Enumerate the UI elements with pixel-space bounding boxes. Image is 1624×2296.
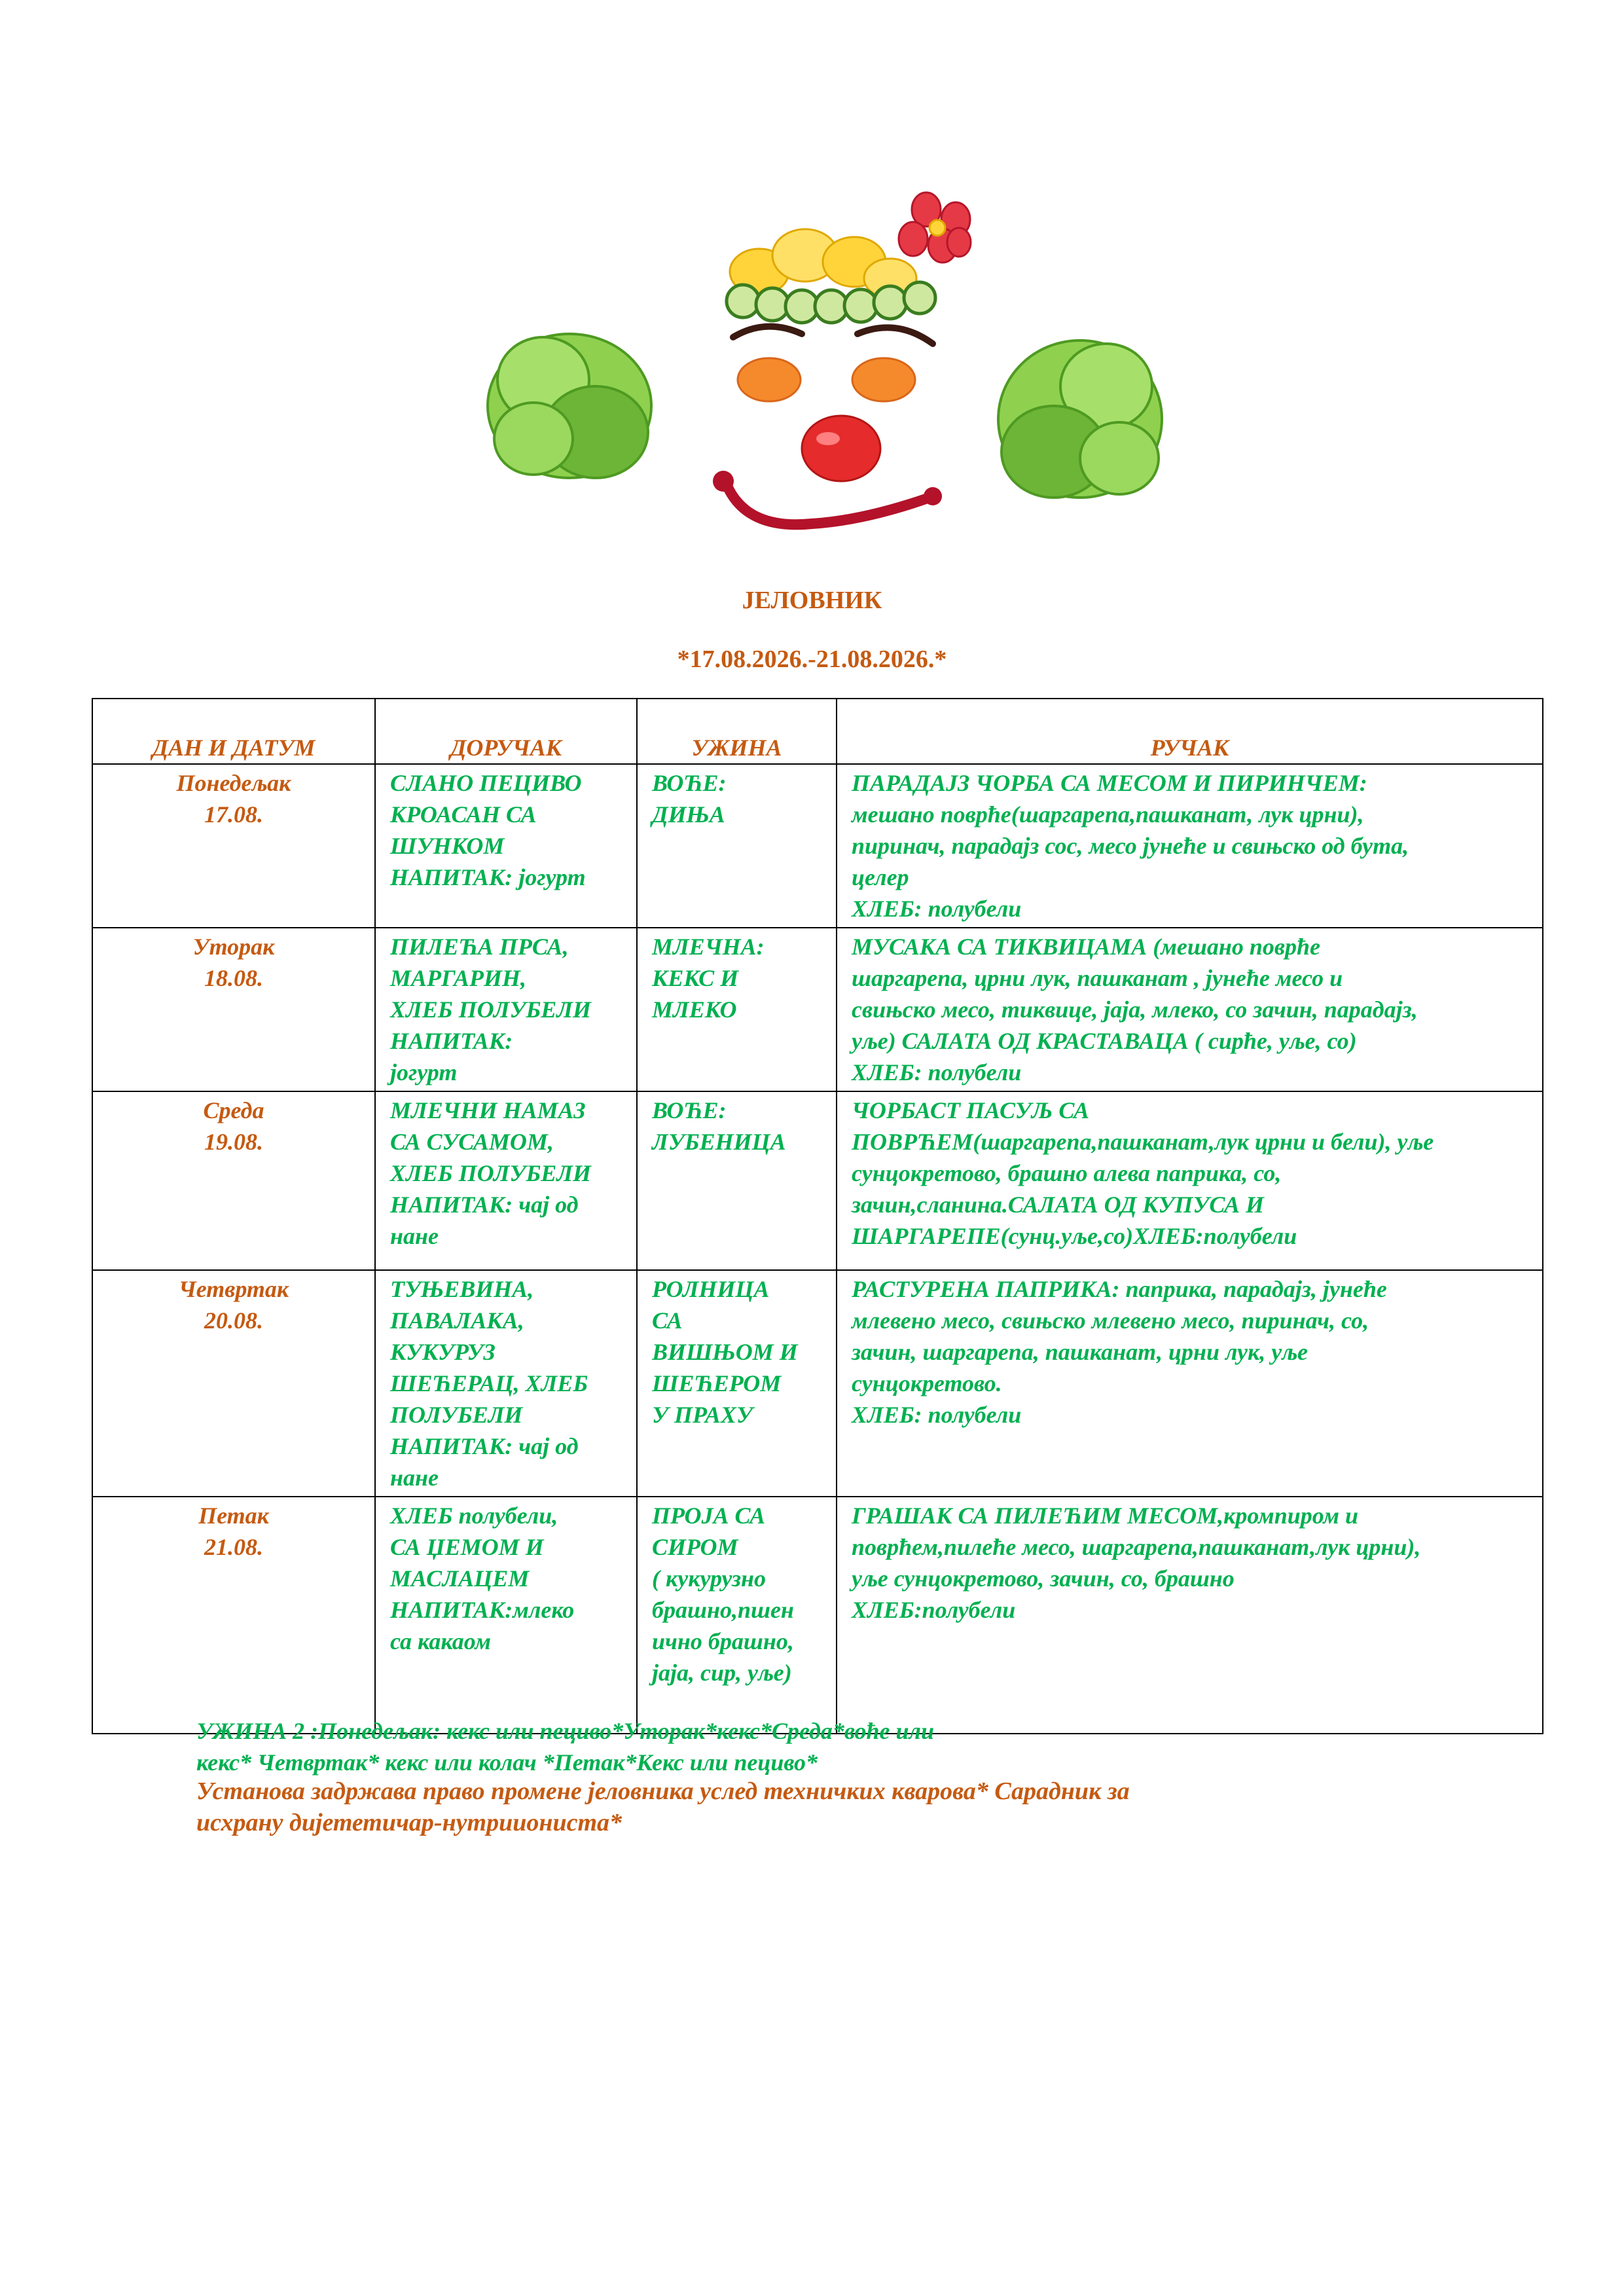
snack-line: ШЕЋЕРОМ bbox=[652, 1370, 782, 1396]
header-day: ДАН И ДАТУМ bbox=[92, 699, 375, 764]
snack-line: ( кукурузно bbox=[652, 1565, 767, 1592]
snack-cell bbox=[637, 1270, 837, 1497]
breakfast-line: МАСЛАЦЕМ bbox=[390, 1565, 530, 1592]
snack-line: ВОЋЕ: bbox=[652, 1097, 727, 1123]
day-cell bbox=[92, 1270, 375, 1497]
breakfast-line: СА ЏЕМОМ И bbox=[390, 1534, 544, 1560]
breakfast-line: НАПИТАК: чај од bbox=[390, 1433, 579, 1459]
breakfast-line: МАРГАРИН, bbox=[390, 965, 527, 991]
snack-line: ВИШЊОМ И bbox=[652, 1339, 798, 1365]
day-date: 20.08. bbox=[204, 1307, 263, 1334]
breakfast-line: НАПИТАК: јогурт bbox=[390, 864, 586, 890]
lunch-line: ПАРАДАЈЗ ЧОРБА СА МЕСОМ И ПИРИНЧЕМ: bbox=[852, 770, 1367, 796]
snack-cell bbox=[637, 1091, 837, 1270]
snack-line: ДИЊА bbox=[652, 801, 725, 828]
lunch-line: уље) САЛАТА ОД КРАСТАВАЦА ( сирће, уље, со) bbox=[852, 1028, 1357, 1054]
snack-line: ЛУБЕНИЦА bbox=[652, 1129, 786, 1155]
header-breakfast: ДОРУЧАК bbox=[375, 699, 637, 764]
day-name: Уторак bbox=[192, 934, 275, 960]
breakfast-line: ПОЛУБЕЛИ bbox=[390, 1402, 523, 1428]
lunch-line: ШАРГАРЕПЕ(сунц.уље,со)ХЛЕБ:полубели bbox=[852, 1223, 1297, 1249]
institution-note bbox=[196, 1776, 1571, 1838]
table-row bbox=[92, 1270, 1543, 1497]
breakfast-line: СЛАНО ПЕЦИВО bbox=[390, 770, 582, 796]
snack-line: брашно,пшен bbox=[652, 1597, 794, 1623]
lunch-line: ЧОРБАСТ ПАСУЉ СА bbox=[852, 1097, 1089, 1123]
lunch-line: поврћем,пилеће месо, шаргарепа,пашканат,лук црни), bbox=[852, 1534, 1421, 1560]
lunch-line: мешано поврће(шаргарепа,пашканат, лук црни), bbox=[852, 801, 1364, 828]
breakfast-line: НАПИТАК:млеко bbox=[390, 1597, 575, 1623]
breakfast-line: ШУНКОМ bbox=[390, 833, 505, 859]
header-row bbox=[92, 699, 1543, 764]
menu-table bbox=[92, 698, 1543, 1734]
table-row bbox=[92, 1091, 1543, 1270]
snack-line: ПРОЈА СА bbox=[652, 1503, 766, 1529]
breakfast-cell bbox=[375, 1497, 637, 1734]
snack-cell bbox=[637, 1497, 837, 1734]
lettuce-left bbox=[488, 334, 651, 478]
vegetable-clown-face-image bbox=[471, 190, 1191, 556]
lunch-line: шаргарепа, црни лук, пашканат , јунеће месо и bbox=[852, 965, 1343, 991]
day-cell bbox=[92, 928, 375, 1091]
table-row bbox=[92, 928, 1543, 1091]
strawberry-flower bbox=[899, 192, 971, 263]
day-cell bbox=[92, 764, 375, 928]
snack2-note bbox=[196, 1715, 1571, 1778]
lunch-cell bbox=[837, 1497, 1543, 1734]
breakfast-line: НАПИТАК: bbox=[390, 1028, 513, 1054]
day-name: Понедељак bbox=[176, 770, 291, 796]
breakfast-cell bbox=[375, 1270, 637, 1497]
lettuce-right bbox=[998, 340, 1162, 498]
breakfast-line: ПИЛЕЋА ПРСА, bbox=[390, 934, 569, 960]
breakfast-line: КУКУРУЗ bbox=[390, 1339, 496, 1365]
snack2-line: кекс* Четвртак* кекс или колач *Петак*Кекс или пециво* bbox=[196, 1749, 818, 1776]
snack-line: ично брашно, bbox=[652, 1628, 794, 1654]
lunch-line: ПОВРЋЕМ(шаргарепа,пашканат,лук црни и бели), уље bbox=[852, 1129, 1434, 1155]
date-range: *17.08.2026.-21.08.2026.* bbox=[677, 646, 947, 673]
header-snack: УЖИНА bbox=[637, 699, 837, 764]
tomato-nose bbox=[802, 416, 880, 481]
breakfast-line: ШЕЋЕРАЦ, ХЛЕБ bbox=[390, 1370, 588, 1396]
breakfast-cell bbox=[375, 928, 637, 1091]
day-name: Петак bbox=[198, 1503, 269, 1529]
breakfast-cell bbox=[375, 764, 637, 928]
eyebrow-left bbox=[733, 327, 802, 337]
snack-line: СИРОМ bbox=[652, 1534, 738, 1560]
breakfast-line: са какаом bbox=[390, 1628, 492, 1654]
snack-line: КЕКС И bbox=[652, 965, 739, 991]
breakfast-line: КРОАСАН СА bbox=[390, 801, 537, 828]
table-row bbox=[92, 1497, 1543, 1734]
lunch-line: зачин,сланина.САЛАТА ОД КУПУСА И bbox=[852, 1192, 1265, 1218]
snack-line: СА bbox=[652, 1307, 683, 1334]
header-lunch: РУЧАК bbox=[837, 699, 1543, 764]
day-date: 19.08. bbox=[204, 1129, 263, 1155]
lunch-line: зачин, шаргарепа, пашканат, црни лук, уље bbox=[852, 1339, 1308, 1365]
lunch-cell bbox=[837, 1091, 1543, 1270]
lunch-cell bbox=[837, 764, 1543, 928]
day-name: Среда bbox=[203, 1097, 264, 1123]
snack-line: ВОЋЕ: bbox=[652, 770, 727, 796]
breakfast-line: СА СУСАМОМ, bbox=[390, 1129, 554, 1155]
breakfast-line: ТУЊЕВИНА, bbox=[390, 1276, 534, 1302]
page-title: ЈЕЛОВНИК bbox=[742, 587, 882, 614]
lunch-line: ХЛЕБ: полубели bbox=[852, 896, 1022, 922]
lunch-line: ХЛЕБ:полубели bbox=[852, 1597, 1016, 1623]
snack-line: јаја, сир, уље) bbox=[652, 1660, 792, 1686]
note-line: исхрану дијететичар-нутриионистa* bbox=[196, 1809, 623, 1836]
breakfast-line: МЛЕЧНИ НАМАЗ bbox=[390, 1097, 586, 1123]
breakfast-line: ХЛЕБ ПОЛУБЕЛИ bbox=[390, 996, 592, 1023]
note-line: Установа задржава право промене јеловника услед техничких кварова* Сарадник за bbox=[196, 1777, 1130, 1805]
day-date: 18.08. bbox=[204, 965, 263, 991]
lunch-line: свињско месо, тиквице, јаја, млеко, со зачин, парадајз, bbox=[852, 996, 1418, 1023]
snack-line: У ПРАХУ bbox=[652, 1402, 753, 1428]
snack-line: МЛЕКО bbox=[652, 996, 737, 1023]
snack-line: МЛЕЧНА: bbox=[652, 934, 765, 960]
lunch-cell bbox=[837, 928, 1543, 1091]
lunch-cell bbox=[837, 1270, 1543, 1497]
breakfast-line: нане bbox=[390, 1223, 439, 1249]
lunch-line: сунцокретово, брашно алева паприка, со, bbox=[852, 1160, 1282, 1186]
eyebrow-right bbox=[857, 327, 933, 344]
lunch-line: сунцокретово. bbox=[852, 1370, 1002, 1396]
carrot-eyes bbox=[738, 358, 915, 401]
table-row bbox=[92, 764, 1543, 928]
breakfast-line: ХЛЕБ ПОЛУБЕЛИ bbox=[390, 1160, 592, 1186]
breakfast-line: нане bbox=[390, 1465, 439, 1491]
lunch-line: уље сунцокретово, зачин, со, брашно bbox=[852, 1565, 1235, 1592]
lunch-line: пиринач, парадајз сос, месо јунеће и свињско од бута, bbox=[852, 833, 1409, 859]
lunch-line: РАСТУРЕНА ПАПРИКА: паприка, парадајз, јунеће bbox=[852, 1276, 1387, 1302]
snack-line: РОЛНИЦА bbox=[652, 1276, 770, 1302]
lunch-line: ХЛЕБ: полубели bbox=[852, 1059, 1022, 1085]
lunch-line: целер bbox=[852, 864, 909, 890]
breakfast-cell bbox=[375, 1091, 637, 1270]
snack-cell bbox=[637, 928, 837, 1091]
snack-cell bbox=[637, 764, 837, 928]
day-cell bbox=[92, 1091, 375, 1270]
day-name: Четвртак bbox=[178, 1276, 289, 1302]
breakfast-line: ПАВАЛАКА, bbox=[390, 1307, 524, 1334]
lunch-line: МУСАКА СА ТИКВИЦАМА (мешано поврће bbox=[852, 934, 1320, 960]
breakfast-line: ХЛЕБ полубели, bbox=[390, 1503, 558, 1529]
lunch-line: ГРАШАК СА ПИЛЕЋИМ МЕСОМ,кромпиром и bbox=[852, 1503, 1359, 1529]
lunch-line: млевено месо, свињско млевено месо, пиринач, со, bbox=[852, 1307, 1369, 1334]
snack2-line: УЖИНА 2 :Понедељак: кекс или пециво*Уторак*кекс*Среда*воће или bbox=[196, 1718, 935, 1744]
day-cell bbox=[92, 1497, 375, 1734]
day-date: 17.08. bbox=[204, 801, 263, 828]
ketchup-mouth bbox=[727, 484, 929, 524]
breakfast-line: НАПИТАК: чај од bbox=[390, 1192, 579, 1218]
day-date: 21.08. bbox=[204, 1534, 263, 1560]
lunch-line: ХЛЕБ: полубели bbox=[852, 1402, 1022, 1428]
breakfast-line: јогурт bbox=[390, 1059, 458, 1085]
